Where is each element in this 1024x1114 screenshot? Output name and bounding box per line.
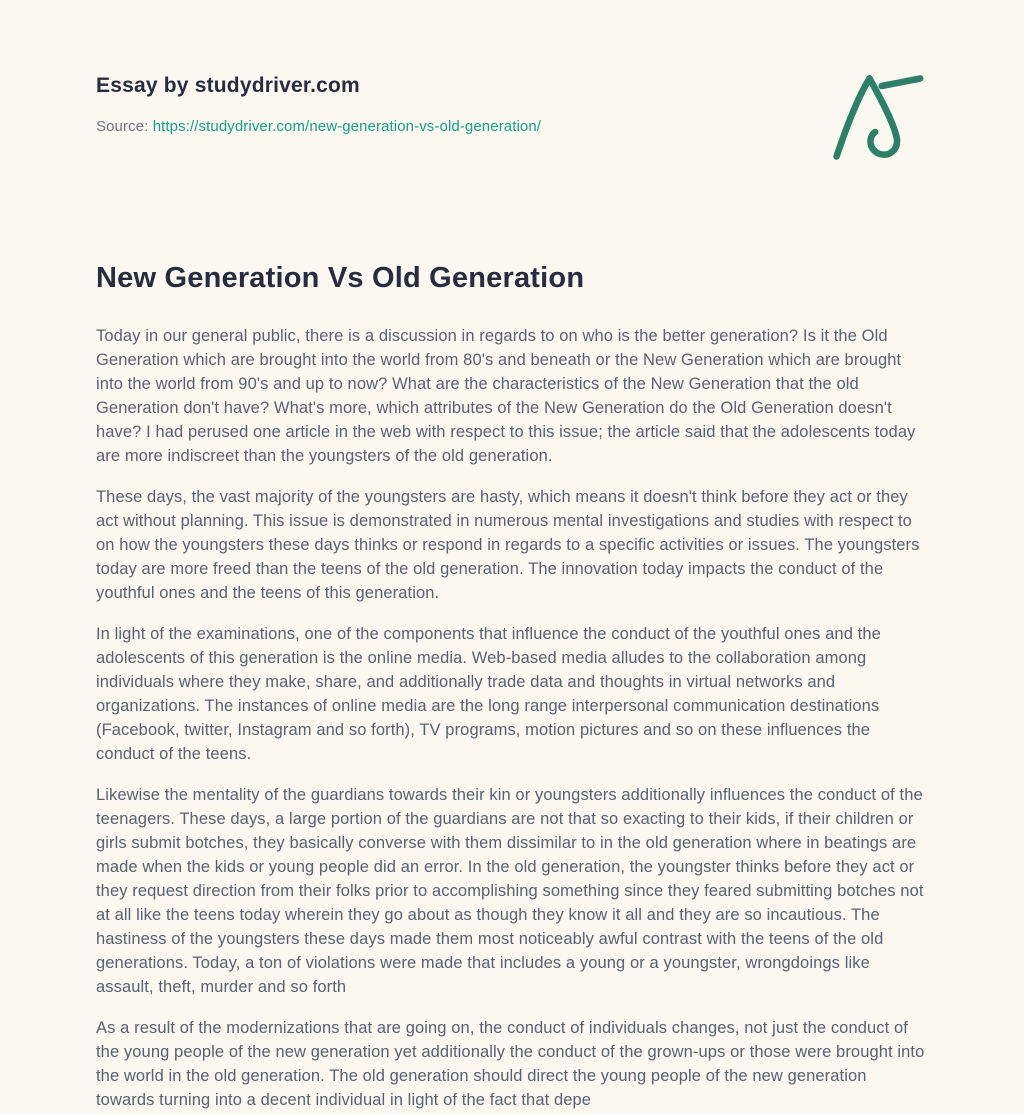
studydriver-logo-icon [824, 70, 930, 164]
site-title: Essay by studydriver.com [96, 74, 360, 97]
page-header [96, 68, 928, 164]
source-link[interactable]: https://studydriver.com/new-generation-vs-old-generation/ [152, 118, 542, 135]
essay-paragraph-4: Likewise the mentality of the guardians towards their kin or youngsters additionally influences the conduct of the teenagers. These days, a large portion of the guardians are not that so exacting to their kids, if their children or girls submit botches, they basically converse with them dissimilar to in the old generation where in beatings are made when the kids or young people did an error. In the old generation, the youngster thinks before they act or they request direction from their folks prior to accomplishing something since they feared submitting botches not at all like the teens today wherein they go about as though they know it all and they are so incautious. The hastiness of the youngsters these days made them most noticeably awful contrast with the teens of the old generations. Today, a ton of violations were made that includes a young or a youngster, wrongdoings like assault, theft, murder and so forth [96, 786, 924, 996]
essay-paragraph-5: As a result of the modernizations that are going on, the conduct of individuals changes, not just the conduct of the young people of the new generation yet additionally the conduct of the grown-ups or those were brought into the world in the old generation. The old generation should direct the young people of the new generation towards turning into a decent individual in light of the fact that depe [96, 1019, 925, 1109]
essay-paragraph-2: These days, the vast majority of the youngsters are hasty, which means it doesn't think before they act or they act without planning. This issue is demonstrated in numerous mental investigations and studies with respect to on how the youngsters these days thinks or respond in regards to a specific activities or issues. The youngsters today are more freed than the teens of the old generation. The innovation today impacts the conduct of the youthful ones and the teens of this generation. [96, 488, 920, 602]
essay-title: New Generation Vs Old Generation [96, 262, 585, 294]
source-line [96, 118, 541, 135]
header-text-block [96, 68, 541, 135]
essay-paragraph-3: In light of the examinations, one of the components that influence the conduct of the youthful ones and the adolescents of this generation is the online media. Web-based media alludes to the collaboration among individuals where they make, share, and additionally trade data and thoughts in virtual networks and organizations. The instances of online media are the long range interpersonal communication destinations (Facebook, twitter, Instagram and so forth), TV programs, motion pictures and so on these influences the conduct of the teens. [96, 625, 881, 763]
essay-paragraph-1: Today in our general public, there is a discussion in regards to on who is the better generation? Is it the Old Generation which are brought into the world from 80's and beneath or the New Generation which are brought into the world from 90's and up to now? What are the characteristics of the New Generation that the old Generation don't have? What's more, which attributes of the New Generation do the Old Generation doesn't have? I had perused one article in the web with respect to this issue; the article said that the adolescents today are more indiscreet than the youngsters of the old generation. [96, 327, 916, 465]
source-label: Source: [96, 118, 149, 135]
essay-body [96, 262, 928, 1112]
